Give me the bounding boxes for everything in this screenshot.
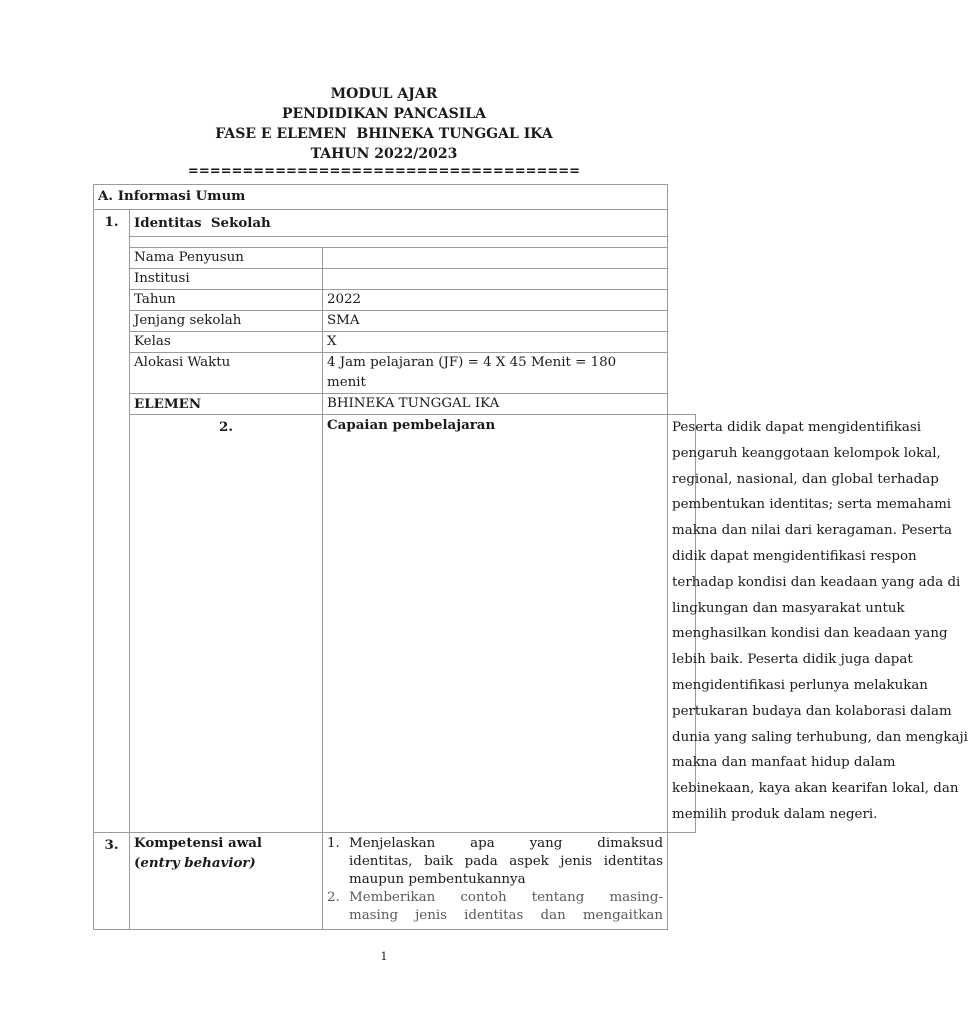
field-label: Alokasi Waktu [130,353,323,394]
title-line-4: TAHUN 2022/2023 [310,146,458,162]
identitas-sekolah-heading: Identitas Sekolah [130,210,668,237]
list-item-line: identitas, baik pada aspek jenis identitas [349,853,664,869]
list-item-number: 1. [327,835,340,851]
row-1-number: 1. [94,210,130,833]
field-label: Nama Penyusun [130,248,323,269]
title-line-3: FASE E ELEMEN BHINEKA TUNGGAL IKA [215,126,553,142]
alokasi-waktu-value: 4 Jam pelajaran (JF) = 4 X 45 Menit = 180 [327,355,617,370]
cp-line: memilih produk dalam negeri. [672,806,878,822]
capaian-pembelajaran-label: Capaian pembelajaran [323,415,668,833]
kompetensi-awal-line2 [134,853,318,873]
entry-behavior-text: entry behavior) [140,854,256,871]
row-1-heading [94,210,696,237]
field-row [94,248,696,269]
cp-line: pengaruh keanggotaan kelompok lokal, [672,445,941,461]
field-value [323,248,668,269]
section-a-row [94,185,696,210]
field-value [323,269,668,290]
alokasi-waktu-value-cont: menit [327,375,366,390]
title-rule: ==================================== [187,164,581,179]
cp-line: pembentukan identitas; serta memahami [672,497,952,513]
field-value: 2022 [323,290,668,311]
cp-line: didik dapat mengidentifikasi respon [672,548,917,564]
field-value [323,353,668,394]
spacer-cell [130,237,668,248]
list-item-line: Menjelaskan apa yang dimaksud [349,835,664,851]
row-2 [94,415,696,833]
capaian-pembelajaran-text [668,415,968,833]
elemen-value: BHINEKA TUNGGAL IKA [323,394,668,415]
document-title [0,84,768,180]
title-line-1: MODUL AJAR [330,86,438,102]
row-3 [94,832,696,929]
kompetensi-awal-label [130,832,323,929]
list-item [327,835,663,889]
field-row [94,332,696,353]
field-label: Tahun [130,290,323,311]
field-label: Kelas [130,332,323,353]
field-row [94,353,696,394]
cp-line: regional, nasional, dan global terhadap [672,471,939,487]
field-value: X [323,332,668,353]
list-item [327,889,663,925]
list-item-line: masing jenis identitas dan mengaitkan [349,907,664,923]
entry-behavior-paren: ( [134,854,141,871]
field-label: Institusi [130,269,323,290]
field-value: SMA [323,311,668,332]
cp-line: pertukaran budaya dan kolaborasi dalam [672,703,952,719]
field-row [94,290,696,311]
cp-line: kebinekaan, kaya akan kearifan lokal, dan [672,781,959,797]
cp-line: menghasilkan kondisi dan keadaan yang [672,626,948,642]
cp-line: Peserta didik dapat mengidentifikasi [672,420,922,435]
cp-line: makna dan nilai dari keragaman. Peserta [672,523,953,539]
cp-line: terhadap kondisi dan keadaan yang ada di [672,574,961,590]
list-item-line: Memberikan contoh tentang masing- [349,889,664,905]
field-row [94,269,696,290]
title-line-2: PENDIDIKAN PANCASILA [281,106,487,122]
cp-line: mengidentifikasi perlunya melakukan [672,677,928,693]
elemen-label: ELEMEN [130,394,323,415]
field-row [94,311,696,332]
elemen-row [94,394,696,415]
kompetensi-awal-line1: Kompetensi awal [134,834,263,851]
cp-line: makna dan manfaat hidup dalam [672,755,896,771]
section-a-heading: A. Informasi Umum [94,185,668,210]
list-item-number: 2. [327,889,340,905]
information-table [93,184,968,930]
row-2-number: 2. [130,415,323,833]
field-label: Jenjang sekolah [130,311,323,332]
cp-line: dunia yang saling terhubung, dan mengkaji [672,729,968,745]
row-3-number: 3. [94,832,130,929]
spacer-row [94,237,696,248]
cp-line: lebih baik. Peserta didik juga dapat [672,652,913,668]
kompetensi-awal-list [327,835,663,925]
list-item-line: maupun pembentukannya [349,871,526,887]
page-number: 1 [380,950,388,963]
kompetensi-awal-list-cell [323,832,668,929]
cp-line: lingkungan dan masyarakat untuk [672,600,905,616]
